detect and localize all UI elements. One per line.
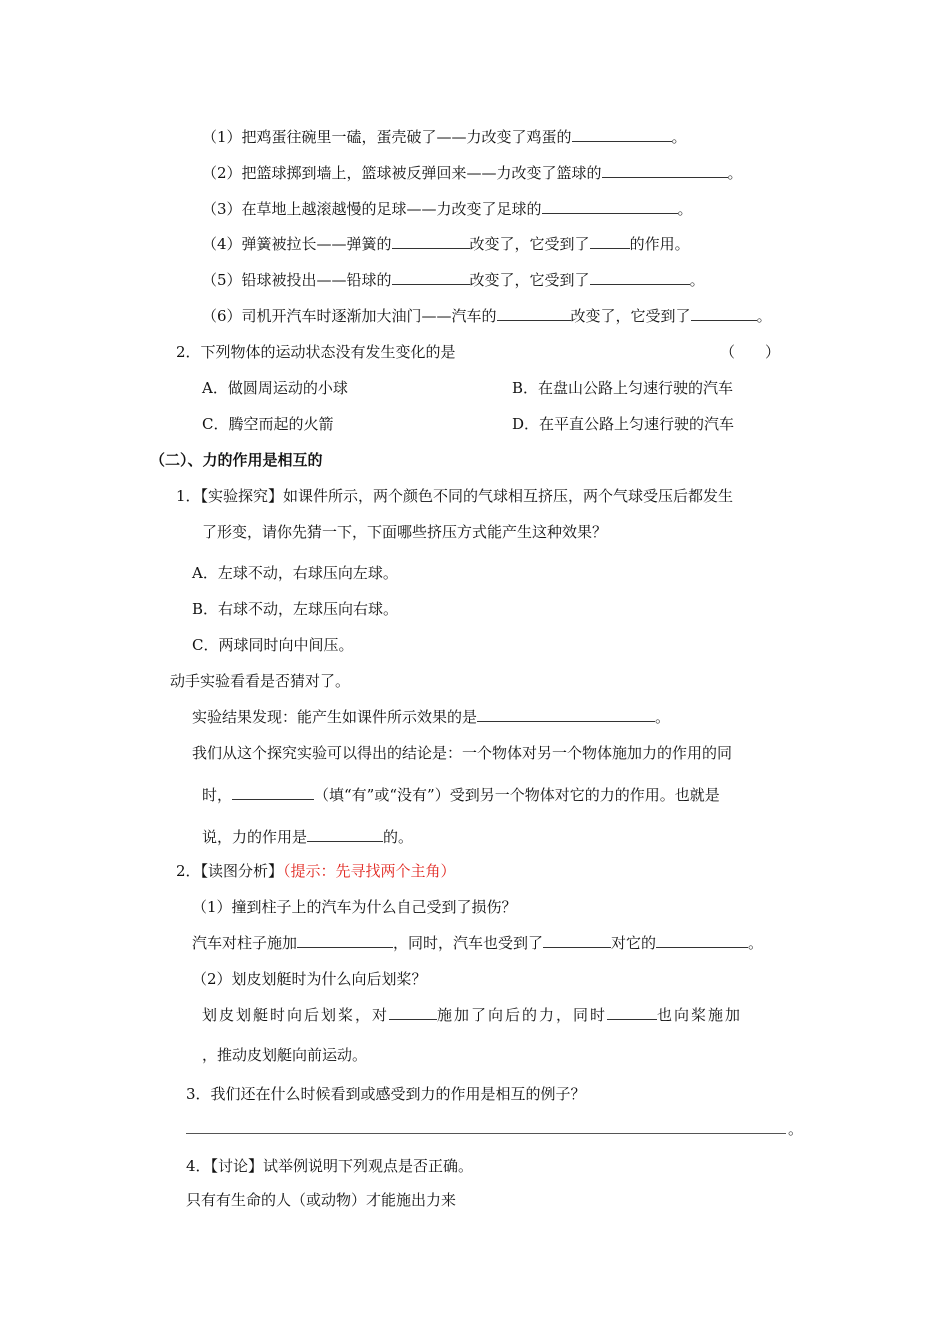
item-2: （2）把篮球掷到墙上，篮球被反弹回来——力改变了篮球的 。 — [202, 164, 743, 182]
answer-blank[interactable] — [392, 269, 470, 285]
option-a: A．做圆周运动的小球 — [202, 379, 348, 397]
experiment-question-cont: 了形变，请你先猜一下，下面哪些挤压方式能产生这种效果？ — [202, 523, 608, 541]
answer-blank[interactable] — [392, 233, 470, 249]
answer-blank[interactable] — [543, 932, 611, 948]
answer-line[interactable] — [186, 1133, 786, 1134]
item-6: （6）司机开汽车时逐渐加大油门——汽车的 改变了，它受到了 。 — [202, 307, 772, 325]
answer-blank[interactable] — [232, 784, 314, 800]
answer-blank[interactable] — [542, 198, 678, 214]
question-4: 4．【讨论】试举例说明下列观点是否正确。 — [186, 1157, 474, 1175]
item-1: （1）把鸡蛋往碗里一磕，蛋壳破了——力改变了鸡蛋的 。 — [202, 128, 687, 146]
read-figure-question: 2．【读图分析】（提示：先寻找两个主角） — [176, 862, 456, 880]
experiment-question: 1．【实验探究】如课件所示，两个颜色不同的气球相互挤压，两个气球受压后都发生 — [176, 487, 734, 505]
sub-question-1: （1）撞到柱子上的汽车为什么自己受到了损伤？ — [192, 898, 517, 916]
sub-question-2: （2）划皮划艇时为什么向后划桨？ — [192, 970, 427, 988]
answer-blank[interactable] — [497, 305, 571, 321]
try-text: 动手实验看看是否猜对了。 — [170, 672, 351, 690]
answer-blank[interactable] — [297, 932, 393, 948]
conclusion-line-3: 说，力的作用是 的。 — [202, 828, 414, 846]
answer-blank[interactable] — [602, 162, 728, 178]
option-c: C．两球同时向中间压。 — [192, 636, 354, 654]
discussion-statement: 只有有生命的人（或动物）才能施出力来 — [186, 1191, 457, 1209]
option-d: D．在平直公路上匀速行驶的汽车 — [512, 415, 735, 433]
option-c: C．腾空而起的火箭 — [202, 415, 334, 433]
answer-blank[interactable] — [307, 826, 383, 842]
answer-blank[interactable] — [590, 233, 630, 249]
conclusion-line-1: 我们从这个探究实验可以得出的结论是：一个物体对另一个物体施加力的作用的同 — [192, 744, 733, 762]
item-4: （4）弹簧被拉长——弹簧的 改变了，它受到了 的作用。 — [202, 235, 690, 253]
question-3: 3．我们还在什么时候看到或感受到力的作用是相互的例子？ — [186, 1085, 586, 1103]
section-heading: （二）、力的作用是相互的 — [150, 451, 323, 469]
conclusion-line-2: 时， （填“有”或“没有”）受到另一个物体对它的力的作用。也就是 — [202, 786, 720, 804]
option-b: B．在盘山公路上匀速行驶的汽车 — [512, 379, 734, 397]
sub-answer-2-cont: ，推动皮划艇向前运动。 — [202, 1046, 368, 1064]
result-line: 实验结果发现：能产生如课件所示效果的是 。 — [192, 708, 671, 726]
answer-blank[interactable] — [656, 932, 748, 948]
answer-paren[interactable]: （ ） — [720, 343, 781, 361]
answer-blank[interactable] — [572, 126, 672, 142]
hint-text: （提示：先寻找两个主角） — [283, 862, 456, 880]
sub-answer-2: 划皮划艇时向后划桨，对 施加了向后的力，同时 也向桨施加 — [202, 1006, 743, 1024]
answer-blank[interactable] — [590, 269, 690, 285]
answer-blank[interactable] — [477, 706, 655, 722]
answer-line-end: 。 — [788, 1120, 804, 1138]
item-3: （3）在草地上越滚越慢的足球——力改变了足球的 。 — [202, 200, 693, 218]
item-5: （5）铅球被投出——铅球的 改变了，它受到了 。 — [202, 271, 705, 289]
question-2: 2．下列物体的运动状态没有发生变化的是 — [176, 343, 456, 361]
sub-answer-1: 汽车对柱子施加 ，同时，汽车也受到了 对它的 。 — [192, 934, 764, 952]
answer-blank[interactable] — [607, 1004, 657, 1020]
option-a: A．左球不动，右球压向左球。 — [192, 564, 398, 582]
answer-blank[interactable] — [389, 1004, 437, 1020]
option-b: B．右球不动，左球压向右球。 — [192, 600, 399, 618]
answer-blank[interactable] — [691, 305, 757, 321]
